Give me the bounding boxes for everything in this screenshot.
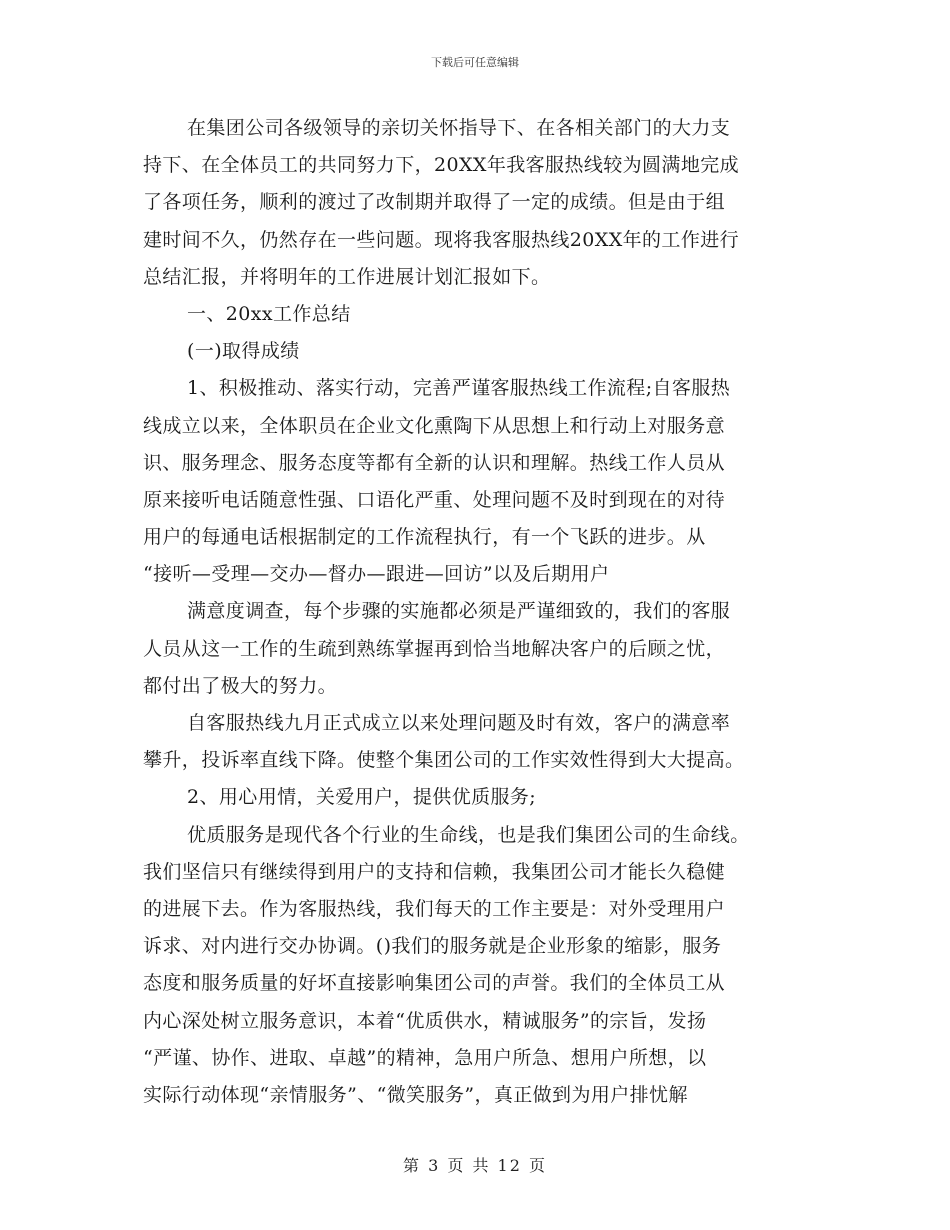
document-body [143,110,815,1114]
text-line: 诉求、对内进行交办协调。()我们的服务就是企业形象的缩影，服务 [143,935,722,958]
page-footer: 第 3 页 共 12 页 [403,1156,547,1175]
text-line: “严谨、协作、进取、卓越”的精神，急用户所急、想用户所想，以 [143,1046,707,1069]
text-line: 实际行动体现“亲情服务”、“微笑服务”，真正做到为用户排忧解 [143,1083,688,1106]
text-line: 优质服务是现代各个行业的生命线，也是我们集团公司的生命线。 [187,823,750,846]
text-line: 人员从这一工作的生疏到熟练掌握再到恰当地解决客户的后顾之忧， [143,637,726,660]
text-line: 了各项任务，顺利的渡过了改制期并取得了一定的成绩。但是由于组 [143,191,726,214]
text-line: 态度和服务质量的好坏直接影响集团公司的声誉。我们的全体员工从 [143,972,726,995]
text-line: 攀升，投诉率直线下降。使整个集团公司的工作实效性得到大大提高。 [143,749,745,772]
text-line: 在集团公司各级领导的亲切关怀指导下、在各相关部门的大力支 [187,117,731,139]
text-line: 建时间不久，仍然存在一些问题。现将我客服热线20XX年的工作进行 [143,228,740,251]
text-line: 的进展下去。作为客服热线，我们每天的工作主要是：对外受理用户 [143,897,726,920]
text-line: 原来接听电话随意性强、口语化严重、处理问题不及时到现在的对待 [143,488,726,511]
text-line: 内心深处树立服务意识，本着“优质供水，精诚服务”的宗旨，发扬 [143,1009,707,1032]
text-line: (一)取得成绩 [187,340,300,363]
text-line: 都付出了极大的努力。 [143,674,338,697]
text-line: 一、20xx工作总结 [187,302,351,325]
text-line: 我们坚信只有继续得到用户的支持和信赖，我集团公司才能长久稳健 [143,860,726,883]
page-header: 下载后可任意编辑 [431,56,519,69]
text-line: 用户的每通电话根据制定的工作流程执行，有一个飞跃的进步。从 [143,526,706,549]
text-line: “接听—受理—交办—督办—跟进—回访”以及后期用户 [143,563,610,586]
text-line: 1、积极推动、落实行动，完善严谨客服热线工作流程;自客服热 [187,377,731,400]
text-line: 识、服务理念、服务态度等都有全新的认识和理解。热线工作人员从 [143,451,726,474]
text-line: 满意度调查，每个步骤的实施都必须是严谨细致的，我们的客服 [187,600,731,623]
text-line: 总结汇报，并将明年的工作进展计划汇报如下。 [143,265,551,288]
text-line: 持下、在全体员工的共同努力下，20XX年我客服热线较为圆满地完成 [143,154,740,177]
text-line: 自客服热线九月正式成立以来处理问题及时有效，客户的满意率 [187,712,731,734]
text-line: 线成立以来，全体职员在企业文化熏陶下从思想上和行动上对服务意 [143,414,726,437]
text-line: 2、用心用情，关爱用户，提供优质服务; [187,786,537,809]
